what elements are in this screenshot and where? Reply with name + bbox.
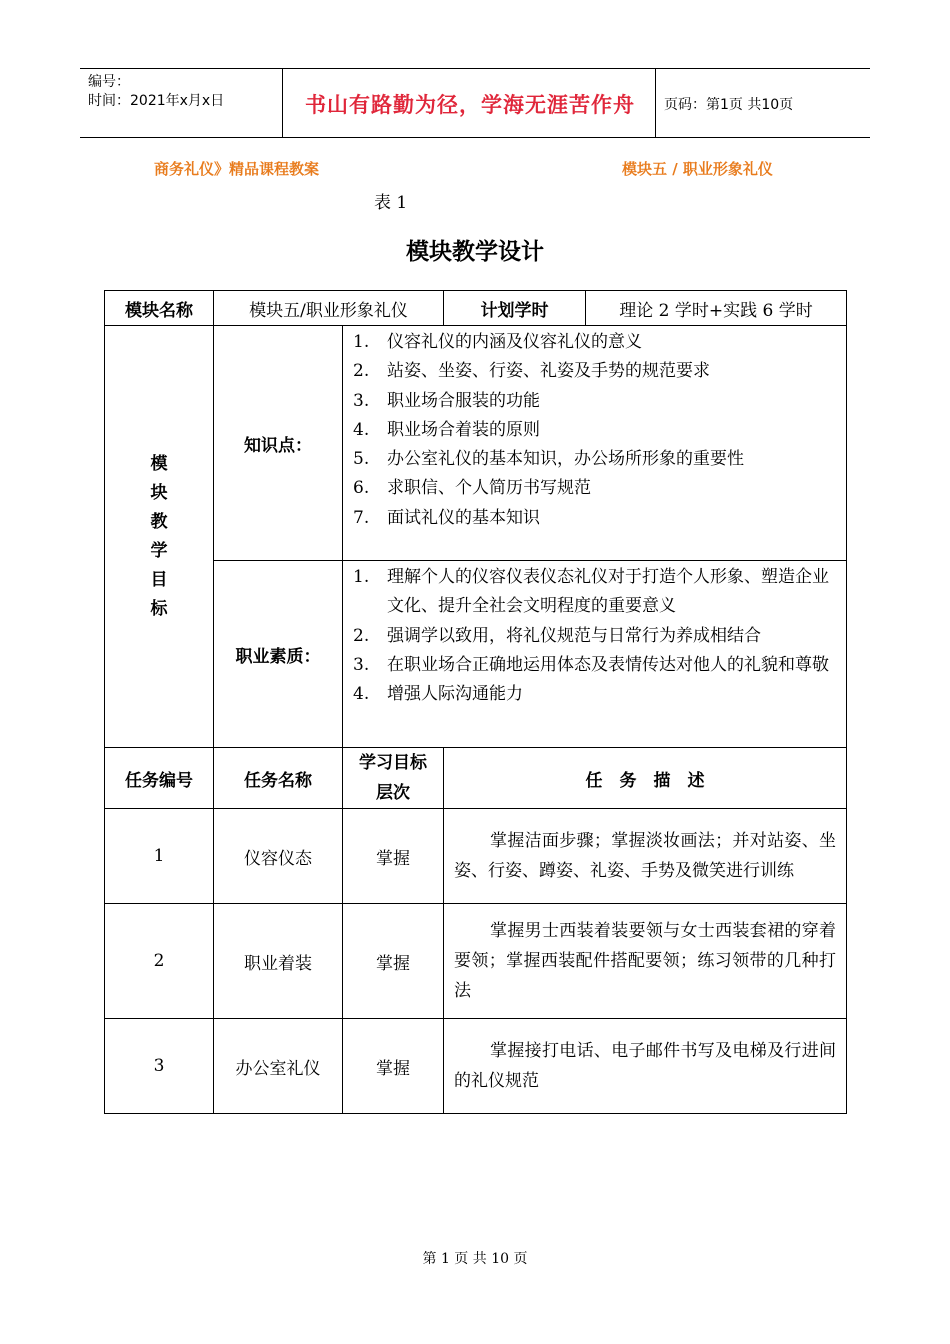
list-item — [353, 328, 838, 357]
list-item-number: 3. — [353, 390, 370, 411]
table-row — [105, 904, 847, 1019]
time-label: 时间：2021年x月x日 — [88, 93, 225, 109]
list-item-number: 2. — [353, 625, 370, 646]
knowledge-label: 知识点： — [214, 326, 343, 561]
quality-list — [343, 561, 847, 748]
quality-label: 职业素质： — [214, 561, 343, 748]
list-item — [353, 622, 838, 651]
list-item — [353, 357, 838, 386]
list-item — [353, 474, 838, 503]
hours-label: 计划学时 — [444, 291, 586, 326]
header-motto: 书山有路勤为径，学海无涯苦作舟 — [305, 93, 635, 117]
goals-label-char: 标 — [150, 598, 168, 619]
header-divider — [282, 69, 283, 137]
task-level: 掌握 — [343, 904, 444, 1019]
course-title-left: 商务礼仪》精品课程教案 — [154, 160, 320, 178]
tasks-header-row — [105, 748, 847, 809]
list-item-text: 站姿、坐姿、行姿、礼姿及手势的规范要求 — [387, 361, 710, 382]
module-info-row — [105, 291, 847, 326]
list-item-text: 求职信、个人简历书写规范 — [387, 478, 591, 499]
list-item — [353, 416, 838, 445]
page-header — [80, 68, 870, 138]
task-desc-header: 任 务 描 述 — [444, 748, 847, 809]
list-item — [353, 563, 838, 622]
task-number: 2 — [105, 904, 214, 1019]
list-item-text: 强调学以致用，将礼仪规范与日常行为养成相结合 — [387, 625, 761, 646]
task-desc: 掌握男士西装着装要领与女士西装套裙的穿着要领；掌握西装配件搭配要领；练习领带的几种打法 — [444, 904, 847, 1019]
table-number: 表 1 — [374, 193, 408, 213]
course-title-right: 模块五 / 职业形象礼仪 — [622, 160, 773, 178]
task-level-header — [343, 748, 444, 809]
header-meta — [88, 73, 224, 111]
knowledge-row — [105, 326, 847, 561]
list-item-number: 4. — [353, 684, 370, 705]
header-divider — [655, 69, 656, 137]
list-item-text: 职业场合服装的功能 — [387, 390, 540, 411]
task-level: 掌握 — [343, 809, 444, 904]
list-item-text: 在职业场合正确地运用体态及表情传达对他人的礼貌和尊敬 — [387, 654, 829, 675]
list-item-text: 仪容礼仪的内涵及仪容礼仪的意义 — [387, 332, 642, 352]
task-level-header-line2: 层次 — [376, 783, 410, 803]
task-number-header: 任务编号 — [105, 748, 214, 809]
task-number: 1 — [105, 809, 214, 904]
task-name: 职业着装 — [214, 904, 343, 1019]
list-item-number: 1. — [353, 332, 370, 352]
task-level-header-line1: 学习目标 — [359, 753, 427, 773]
table-row — [105, 809, 847, 904]
list-item — [353, 445, 838, 474]
list-item — [353, 651, 838, 680]
list-item-number: 3. — [353, 654, 370, 675]
task-number: 3 — [105, 1019, 214, 1114]
list-item — [353, 680, 838, 709]
quality-row — [105, 561, 847, 748]
list-item-number: 6. — [353, 478, 370, 499]
task-desc: 掌握洁面步骤；掌握淡妆画法；并对站姿、坐姿、行姿、蹲姿、礼姿、手势及微笑进行训练 — [444, 809, 847, 904]
goals-label-char: 块 — [150, 482, 168, 503]
list-item — [353, 504, 838, 533]
goals-label — [105, 326, 214, 748]
task-name: 仪容仪态 — [214, 809, 343, 904]
goals-label-char: 目 — [150, 569, 168, 590]
list-item — [353, 387, 838, 416]
goals-label-char: 模 — [150, 453, 168, 474]
number-label: 编号： — [88, 74, 130, 90]
goals-label-char: 学 — [150, 540, 168, 561]
list-item-number: 5. — [353, 449, 370, 470]
task-name-header: 任务名称 — [214, 748, 343, 809]
header-page-label: 页码：第1页 共10页 — [664, 97, 794, 113]
list-item-number: 4. — [353, 419, 370, 440]
module-table — [104, 290, 847, 1114]
knowledge-list — [343, 326, 847, 561]
list-item-text: 理解个人的仪容仪表仪态礼仪对于打造个人形象、塑造企业文化、提升全社会文明程度的重要意义 — [387, 567, 829, 617]
list-item-text: 职业场合着装的原则 — [387, 419, 540, 440]
list-item-number: 2. — [353, 361, 370, 382]
task-desc: 掌握接打电话、电子邮件书写及电梯及行进间的礼仪规范 — [444, 1019, 847, 1114]
hours-value: 理论 2 学时+实践 6 学时 — [586, 291, 847, 326]
task-level: 掌握 — [343, 1019, 444, 1114]
module-name-label: 模块名称 — [105, 291, 214, 326]
doc-title: 模块教学设计 — [406, 239, 544, 265]
goals-label-char: 教 — [150, 511, 168, 532]
module-name-value: 模块五/职业形象礼仪 — [214, 291, 444, 326]
list-item-number: 1. — [353, 567, 370, 587]
table-row — [105, 1019, 847, 1114]
list-item-text: 面试礼仪的基本知识 — [387, 507, 540, 528]
list-item-number: 7. — [353, 507, 370, 528]
list-item-text: 增强人际沟通能力 — [387, 684, 523, 705]
page-footer: 第 1 页 共 10 页 — [422, 1251, 528, 1267]
list-item-text: 办公室礼仪的基本知识，办公场所形象的重要性 — [387, 449, 744, 470]
task-name: 办公室礼仪 — [214, 1019, 343, 1114]
